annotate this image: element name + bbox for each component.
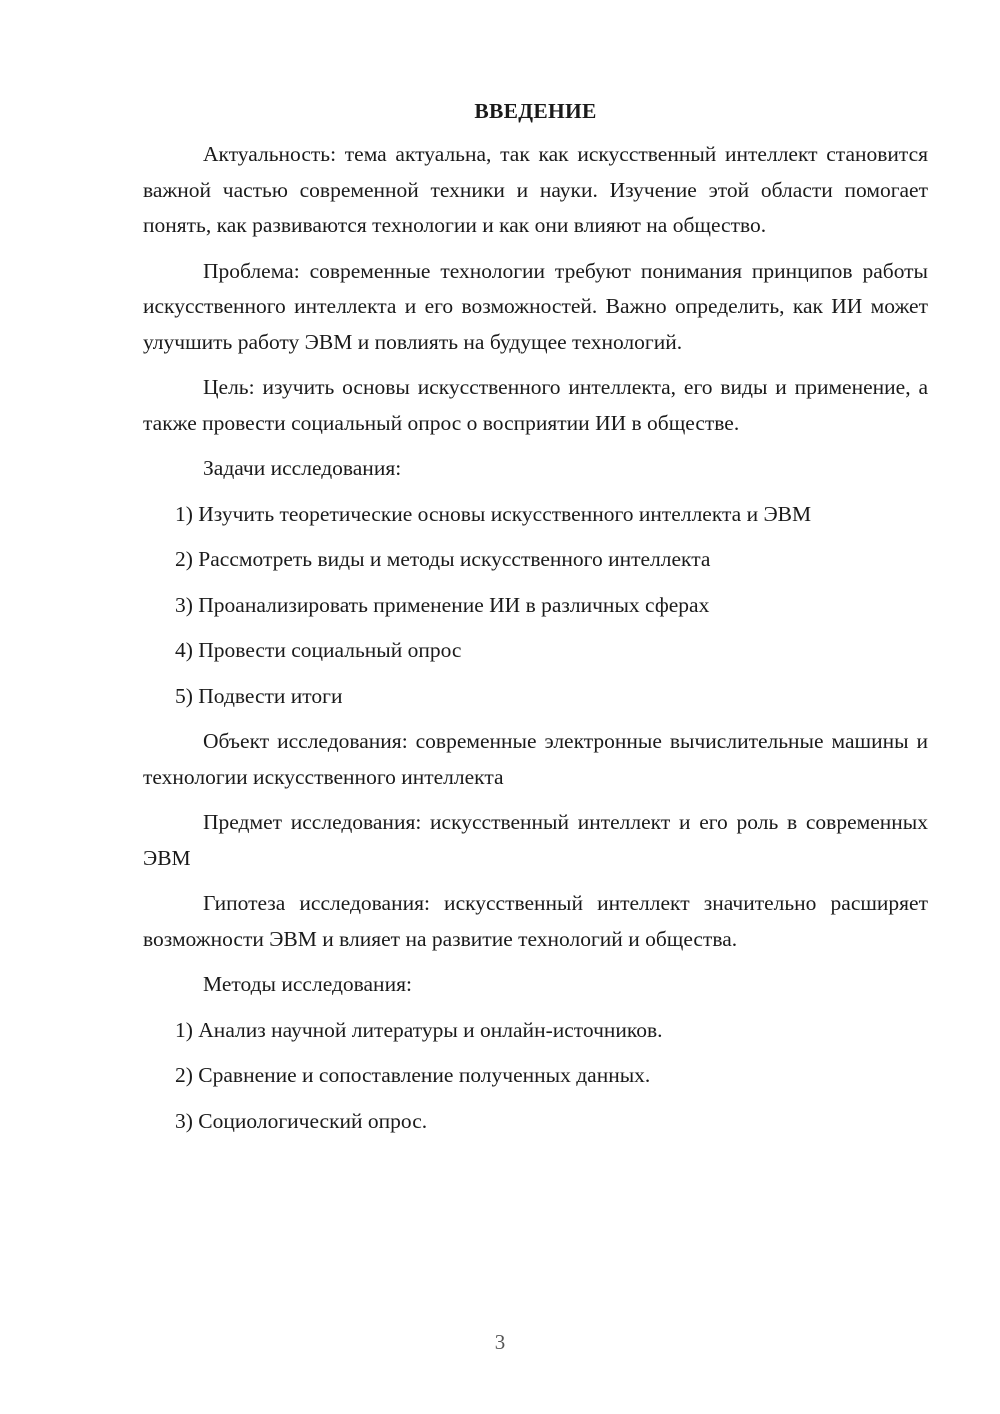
relevance-paragraph: Актуальность: тема актуальна, так как искусственный интеллект становится важной частью современной техники и науки. Изучение этой области помогает понять, как развиваются технологии и как они влияют на общество.: [143, 142, 928, 237]
list-item: 2) Сравнение и сопоставление полученных данных.: [175, 1063, 651, 1087]
methods-list: [143, 1013, 928, 1140]
list-item: 5) Подвести итоги: [175, 683, 343, 708]
page-number: 3: [494, 1330, 506, 1354]
list-item: 2) Рассмотреть виды и методы искусственного интеллекта: [175, 547, 711, 571]
page-title: ВВЕДЕНИЕ: [474, 99, 597, 123]
list-item: 1) Изучить теоретические основы искусственного интеллекта и ЭВМ: [175, 501, 812, 526]
list-item: 3) Социологический опрос.: [175, 1108, 428, 1133]
methods-heading: Методы исследования:: [203, 972, 412, 996]
hypothesis-paragraph: Гипотеза исследования: искусственный интеллект значительно расширяет возможности ЭВМ и влияет на развитие технологий и общества.: [143, 891, 928, 951]
list-item: 1) Анализ научной литературы и онлайн-источников.: [175, 1017, 663, 1042]
tasks-list: [143, 497, 928, 715]
list-item: 3) Проанализировать применение ИИ в различных сферах: [175, 592, 710, 617]
tasks-heading: Задачи исследования:: [203, 456, 402, 480]
subject-paragraph: Предмет исследования: искусственный интеллект и его роль в современных ЭВМ: [143, 810, 928, 870]
list-item: 4) Провести социальный опрос: [175, 638, 462, 662]
goal-paragraph: Цель: изучить основы искусственного интеллекта, его виды и применение, а также провести социальный опрос о восприятии ИИ в обществе.: [143, 375, 928, 435]
object-paragraph: Объект исследования: современные электронные вычислительные машины и технологии искусственного интеллекта: [143, 729, 928, 789]
document-page: [143, 93, 928, 1149]
problem-paragraph: Проблема: современные технологии требуют понимания принципов работы искусственного интеллекта и его возможностей. Важно определить, как ИИ может улучшить работу ЭВМ и повлиять на будущее технологий.: [143, 258, 928, 354]
